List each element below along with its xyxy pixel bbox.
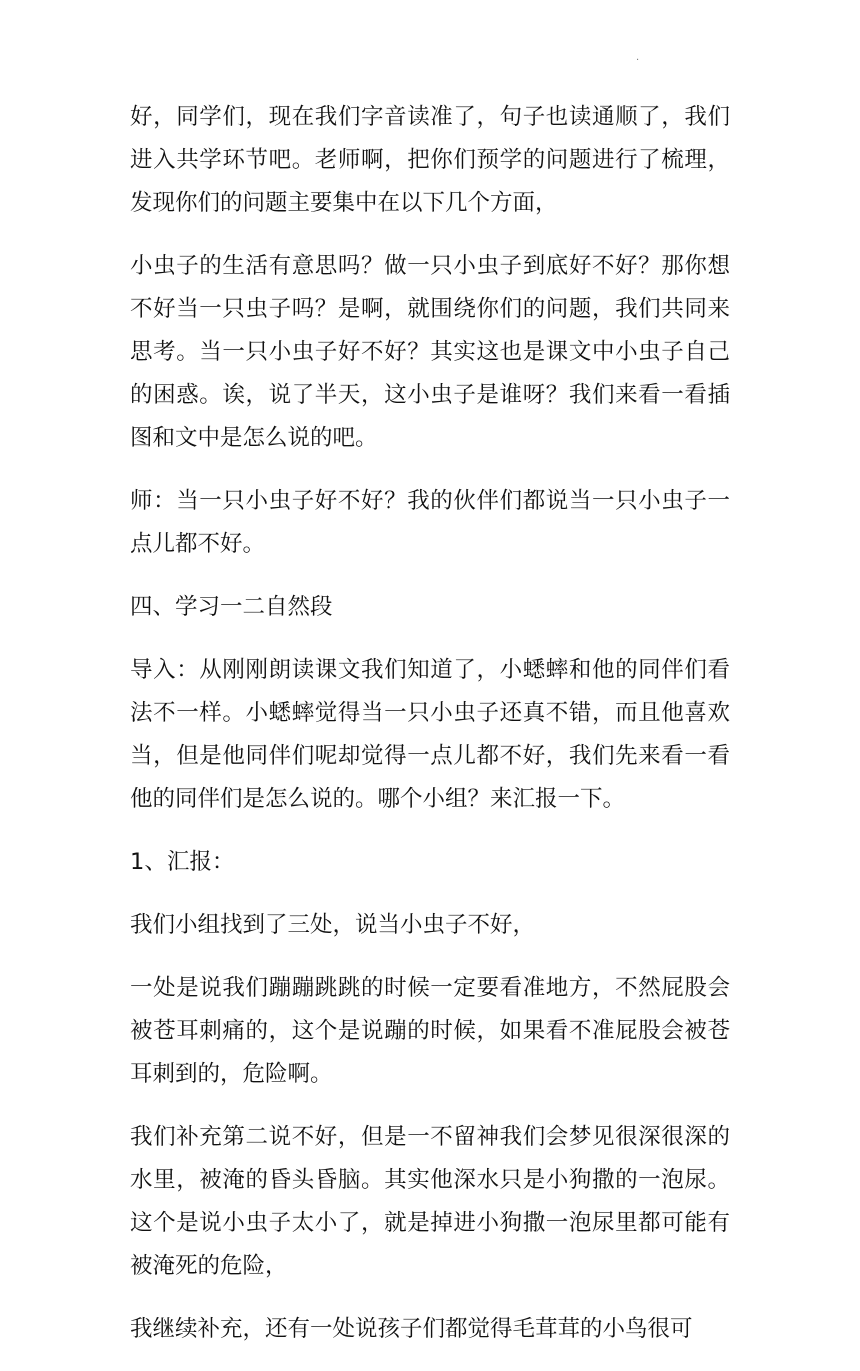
paragraph-8: 一处是说我们蹦蹦跳跳的时候一定要看准地方，不然屁股会被苍耳刺痛的，这个是说蹦的时候，如果看不准屁股会被苍耳刺到的，危险啊。 [130,975,730,1087]
paragraph-1: 好，同学们，现在我们字音读准了，句子也读通顺了，我们进入共学环节吧。老师啊，把你们预学的问题进行了梳理，发现你们的问题主要集中在以下几个方面， [130,104,730,216]
paragraph-10: 我继续补充，还有一处说孩子们都觉得毛茸茸的小鸟很可 [130,1316,693,1342]
paragraph-7: 我们小组找到了三处，说当小虫子不好， [130,912,536,938]
paragraph-2: 小虫子的生活有意思吗？做一只小虫子到底好不好？那你想不好当一只虫子吗？是啊，就围绕你们的问题，我们共同来思考。当一只小虫子好不好？其实这也是课文中小虫子自己的困惑。诶，说了半天，这小虫子是谁呀？我们来看一看插图和文中是怎么说的吧。 [130,253,730,451]
paragraph-3: 师：当一只小虫子好不好？我的伙伴们都说当一只小虫子一点儿都不好。 [130,488,730,557]
document-body [130,96,730,1371]
list-heading: 1、汇报： [130,849,235,875]
paragraph-9: 我们补充第二说不好，但是一不留神我们会梦见很深很深的水里，被淹的昏头昏脑。其实他深水只是小狗撒的一泡尿。这个是说小虫子太小了，就是掉进小狗撒一泡尿里都可能有被淹死的危险， [130,1124,730,1279]
paragraph-5: 导入：从刚刚朗读课文我们知道了，小蟋蟀和他的同伴们看法不一样。小蟋蟀觉得当一只小虫子还真不错，而且他喜欢当，但是他同伴们呢却觉得一点儿都不好，我们先来看一看他的同伴们是怎么说的。哪个小组？来汇报一下。 [130,657,730,812]
section-heading: 四、学习一二自然段 [130,594,333,620]
header-mark: · [636,55,640,66]
